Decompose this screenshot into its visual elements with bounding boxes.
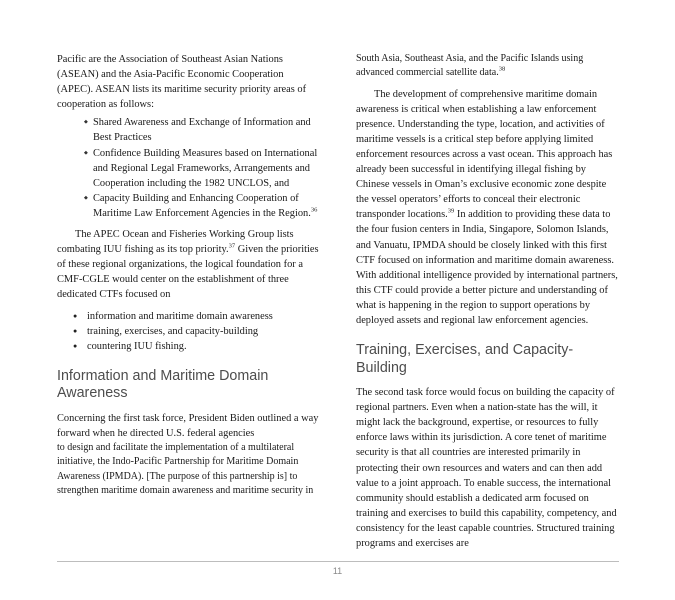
block-quote-continued xyxy=(356,52,618,81)
right-column xyxy=(356,52,618,551)
asean-priority-list xyxy=(57,115,319,221)
section-heading-training: Training, Exercises, and Capacity-Building xyxy=(356,342,574,376)
page-number: 11 xyxy=(332,566,343,576)
paragraph-text: Given the priorities of these regional organizations, the logical foundation for a CMF-CGLE would center on the establishment of three dedicated CTFs focused on xyxy=(57,244,319,301)
list-item xyxy=(93,115,319,145)
section-heading-information: Information and Maritime Domain Awareness xyxy=(57,367,269,402)
footnote-ref: 36 xyxy=(310,206,318,214)
list-item-text: Capacity Building and Enhancing Cooperation of Maritime Law Enforcement Agencies in the Region. xyxy=(93,192,311,219)
footnote-ref: 39 xyxy=(447,207,455,215)
list-item-text: training, exercises, and capacity-building xyxy=(87,325,259,337)
list-item xyxy=(87,324,319,339)
list-item-text: information and maritime domain awareness xyxy=(87,310,273,322)
quote-text: South Asia, Southeast Asia, and the Pacific Islands using advanced commercial satellite data. xyxy=(356,53,584,79)
list-item xyxy=(93,191,319,221)
paragraph-intro-text: Pacific are the Association of Southeast Asian Nations (ASEAN) and the Asia-Pacific Economic Cooperation (APEC). ASEAN lists its maritime security priority areas of cooperation as follows: xyxy=(57,54,307,111)
list-item-text: Confidence Building Measures based on International and Regional Legal Frameworks, Arrangements and Cooperation including the 1982 UNCLOS, and xyxy=(93,147,318,189)
footnote-ref: 37 xyxy=(228,242,236,250)
paragraph-text: In addition to providing these data to the four fusion centers in India, Singapore, Solomon Islands, and Vanuatu, IPMDA should be closely linked with this first CTF focused on information and maritime domain awareness. With additional intelligence provided by international partners, this CTF could provide a better picture and understanding of what is happening in the region to support operations by deployed assets and regional law enforcement agencies. xyxy=(356,209,618,326)
ctf-focus-list xyxy=(57,309,319,354)
paragraph-apec xyxy=(57,227,319,302)
footer-divider xyxy=(57,561,619,562)
block-quote: to design and facilitate the implementation of a multilateral initiative, the Indo-Pacific Partnership for Maritime Domain Awareness (IPMDA). [The purpose of this partnership is] to strengthen maritime domain awareness and maritime security in xyxy=(57,441,314,496)
list-item-text: Shared Awareness and Exchange of Information and Best Practices xyxy=(93,117,311,144)
paragraph-second-task-force: The second task force would focus on building the capacity of regional partners. Even when a nation-state has the will, it might lack the background, expertise, or resources to fully enforce laws within its jurisdiction. A core tenet of maritime security is that all countries are interested primarily in protecting their own resources and waters and can then add value to a joint approach. To enable success, the international community should establish a dedicated arm focused on training and exercises to build this capability, competency, and consistency for the least capable countries. Structured training programs and exercises are xyxy=(356,387,617,550)
left-column xyxy=(57,52,319,498)
paragraph-text: The development of comprehensive maritime domain awareness is critical when establishing a law enforcement presence. Understanding the type, location, and activities of maritime vessels is a critical step before applying limited enforcement resources across a vast ocean. This approach has already been successful in identifying illegal fishing by Chinese vessels in Oman’s exclusive economic zone despite the vessel operators’ efforts to conceal their electronic transponder locations. xyxy=(356,88,613,221)
paragraph-text: The APEC Ocean and Fisheries Working Group lists combating IUU fishing as its top priority. xyxy=(57,229,294,256)
list-item xyxy=(87,339,319,354)
paragraph-first-task-force: Concerning the first task force, President Biden outlined a way forward when he directed U.S. federal agencies xyxy=(57,412,319,439)
paragraph-intro xyxy=(57,52,319,112)
list-item xyxy=(87,309,319,324)
list-item xyxy=(93,146,319,191)
footnote-ref: 38 xyxy=(498,65,506,73)
paragraph-domain-awareness xyxy=(356,87,618,329)
list-item-text: countering IUU fishing. xyxy=(87,340,187,352)
